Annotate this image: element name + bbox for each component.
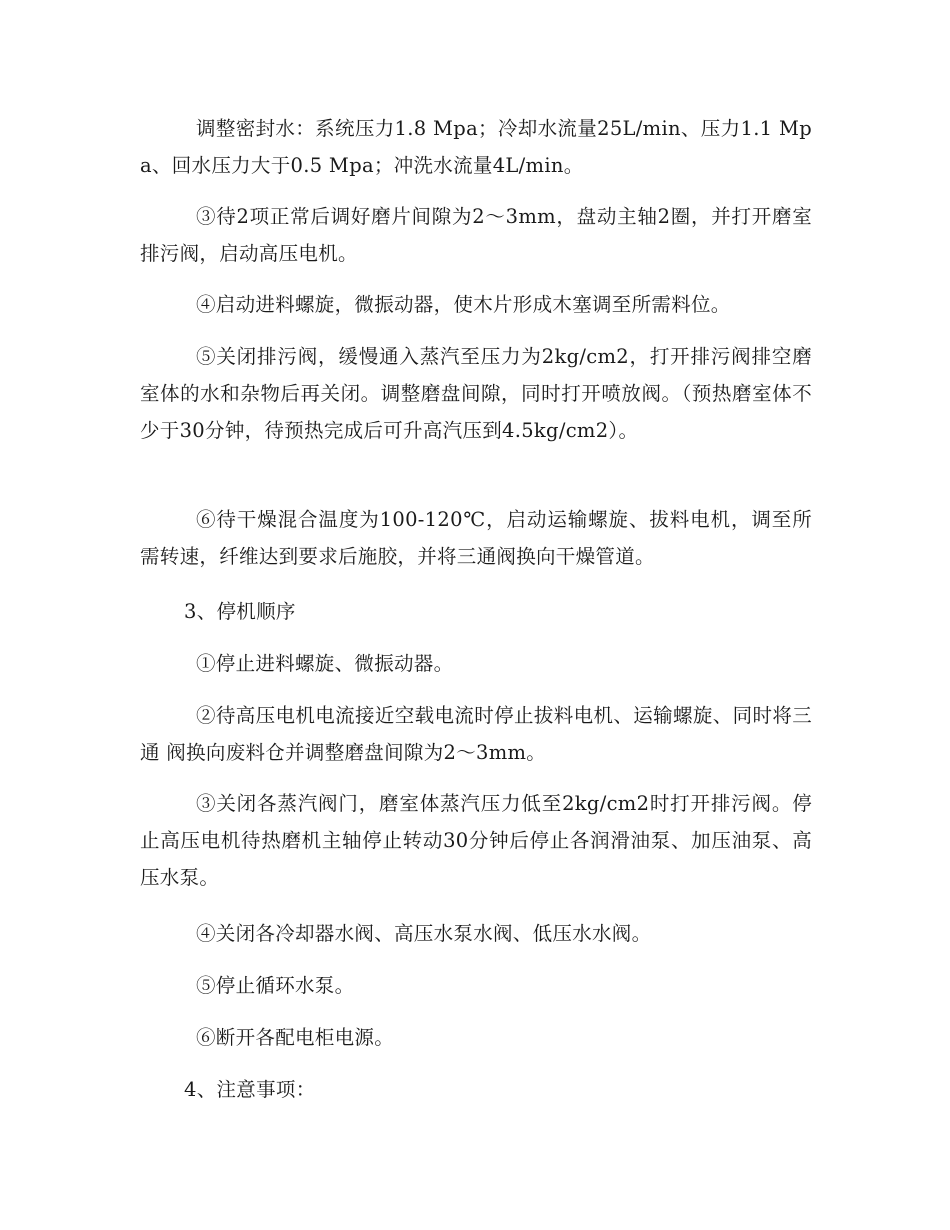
start-step-3-paragraph: ③待2项正常后调好磨片间隙为2～3mm，盘动主轴2圈，并打开磨室排污阀，启动高压电机。 [140,205,812,265]
stop-step-2-paragraph: ②待高压电机电流接近空载电流时停止拔料电机、运输螺旋、同时将三通 阀换向废料仓并调整磨盘间隙为2～3mm。 [140,704,812,764]
stop-sequence-heading: 3、停机顺序 [184,600,296,623]
stop-step-4-paragraph: ④关闭各冷却器水阀、高压水泵水阀、低压水水阀。 [196,922,652,945]
notes-heading: 4、注意事项： [184,1078,316,1101]
stop-step-1-paragraph: ①停止进料螺旋、微振动器。 [196,652,454,675]
stop-step-3-paragraph: ③关闭各蒸汽阀门，磨室体蒸汽压力低至2kg/cm2时打开排污阀。停止高压电机待热磨机主轴停止转动30分钟后停止各润滑油泵、加压油泵、高压水泵。 [140,792,812,889]
stop-step-6-paragraph: ⑥断开各配电柜电源。 [196,1026,395,1049]
start-step-5-paragraph: ⑤关闭排污阀，缓慢通入蒸汽至压力为2kg/cm2，打开排污阀排空磨室体的水和杂物后再关闭。调整磨盘间隙，同时打开喷放阀。（预热磨室体不少于30分钟，待预热完成后可升高汽压到4.5kg/cm2）。 [140,345,812,442]
start-step-4-paragraph: ④启动进料螺旋，微振动器，使木片形成木塞调至所需料位。 [196,293,731,316]
seal-water-paragraph: 调整密封水：系统压力1.8 Mpa；冷却水流量25L/min、压力1.1 Mpa、回水压力大于0.5 Mpa；冲洗水流量4L/min。 [140,117,812,177]
stop-step-5-paragraph: ⑤停止循环水泵。 [196,974,355,997]
start-step-6-paragraph: ⑥待干燥混合温度为100-120℃，启动运输螺旋、拔料电机，调至所需转速，纤维达到要求后施胶，并将三通阀换向干燥管道。 [140,508,812,568]
